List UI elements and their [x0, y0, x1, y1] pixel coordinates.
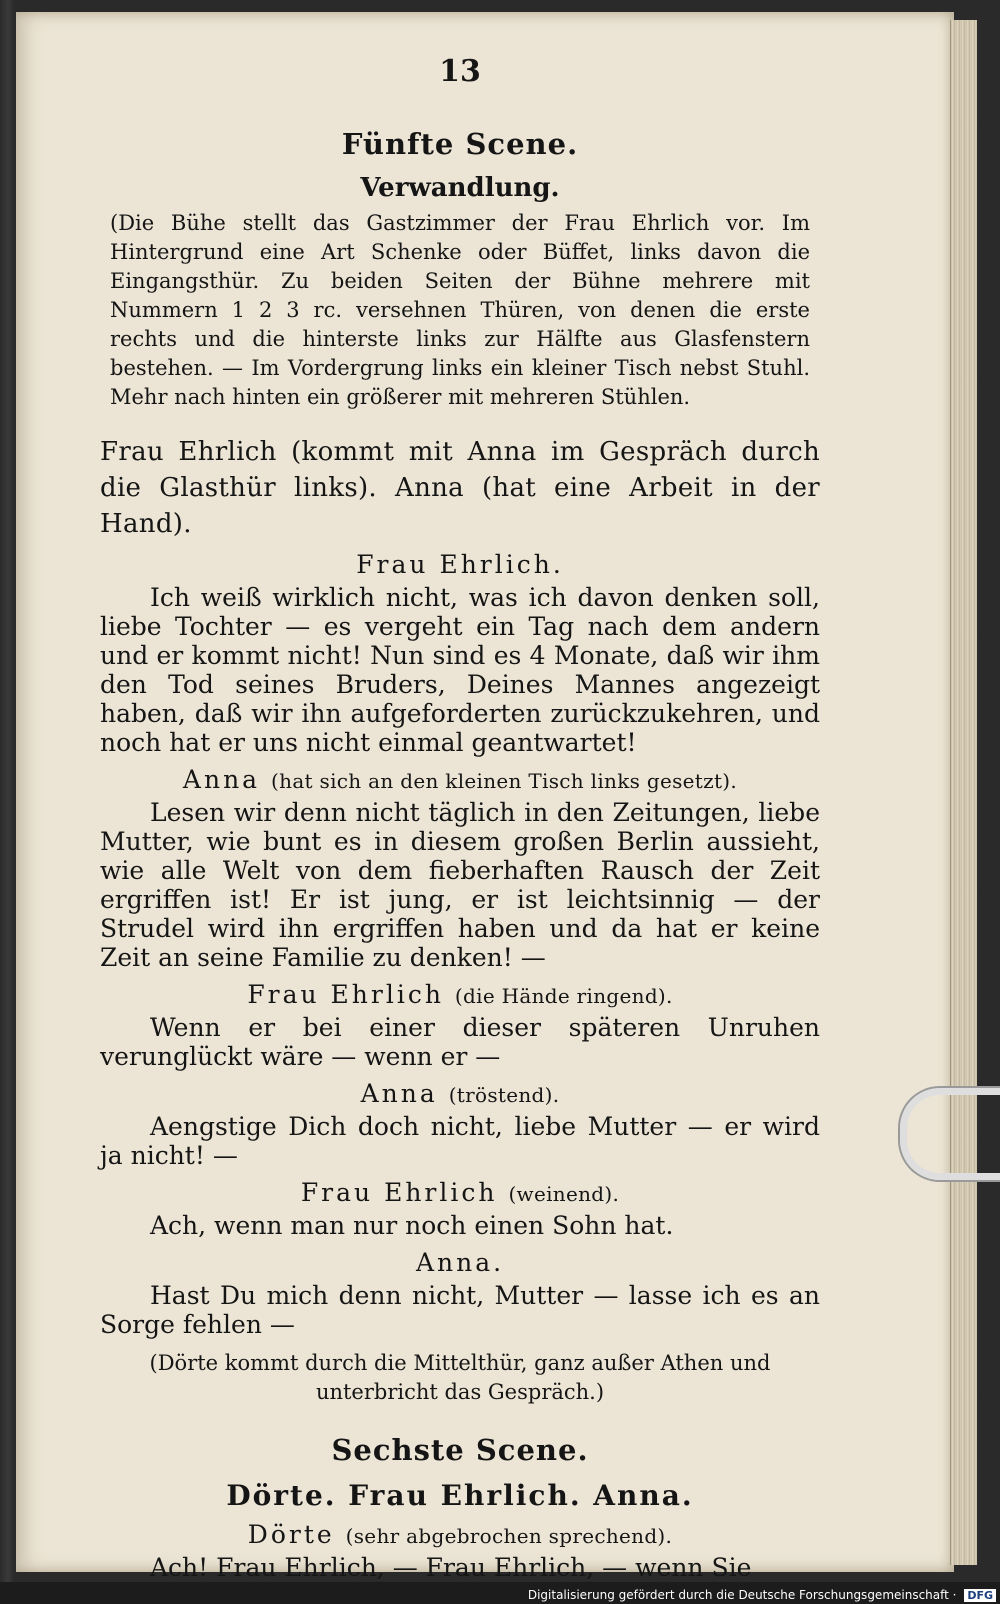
speaker-direction: (sehr abgebrochen sprechend). — [345, 1524, 673, 1548]
speech-text: Hast Du mich denn nicht, Mutter — lasse ich es an Sorge fehlen — — [100, 1281, 820, 1339]
closing-stage-direction: (Dörte kommt durch die Mittelthür, ganz außer Athen und unterbricht das Gespräch.) — [149, 1351, 771, 1404]
speaker-direction: (hat sich an den kleinen Tisch links gesetzt). — [271, 769, 738, 793]
speaker-name: Frau Ehrlich — [247, 980, 444, 1009]
speaker-direction: (die Hände ringend). — [454, 984, 673, 1008]
speech-text: Ach! Frau Ehrlich, — Frau Ehrlich, — wenn Sie — [150, 1553, 752, 1582]
speaker-name: Anna — [360, 1079, 438, 1108]
scene-title: Fünfte Scene. — [341, 127, 579, 161]
dfg-logo: DFG — [964, 1589, 996, 1602]
persons-list: Dörte. Frau Ehrlich. Anna. — [226, 1479, 694, 1512]
page-number: 13 — [439, 54, 481, 89]
speech-text: Lesen wir denn nicht täglich in den Zeitungen, liebe Mutter, wie bunt es in diesem großen Berlin aussieht, wie alle Welt von dem fieberhaften Rausch der Zeit ergriffen ist! Er ist jung, er ist leichtsinnig — der Strudel wird ihn ergriffen haben und da hat er keine Zeit an seine Familie zu denken! — — [100, 798, 820, 972]
speech-text: Ach, wenn man nur noch einen Sohn hat. — [150, 1211, 674, 1240]
speech-text: Ich weiß wirklich nicht, was ich davon denken soll, liebe Tochter — es vergeht ein Tag nach dem andern und er kommt nicht! Nun sind es 4 Monate, daß wir ihm den Tod seines Bruders, Deines Mannes angezeigt haben, daß wir ihn aufgeforderten zurückzukehren, und noch hat er uns nicht einmal geantwartet! — [100, 583, 820, 757]
footer-text: Digitalisierung gefördert durch die Deutsche Forschungsgemeinschaft · — [527, 1588, 957, 1602]
speech-text: Wenn er bei einer dieser späteren Unruhen verunglückt wäre — wenn er — — [100, 1013, 820, 1071]
speech-text: Aengstige Dich doch nicht, liebe Mutter — er wird ja nicht! — — [100, 1112, 820, 1170]
speaker-direction: (weinend). — [508, 1182, 620, 1206]
speaker-name: Frau Ehrlich — [300, 1178, 498, 1207]
entrance-direction: Frau Ehrlich (kommt mit Anna im Gespräch durch die Glasthür links). Anna (hat eine Arbeit in der Hand). — [100, 437, 820, 539]
page-content — [100, 40, 820, 1582]
speaker-name: Anna — [182, 765, 261, 794]
speaker-line — [100, 1248, 820, 1277]
speaker-direction: (tröstend). — [448, 1083, 560, 1107]
scene-subtitle: Verwandlung. — [360, 173, 560, 203]
speaker-line — [100, 1520, 820, 1549]
page-edges — [950, 20, 977, 1565]
speaker-name: Anna. — [415, 1248, 505, 1277]
speaker-line — [100, 765, 820, 794]
speaker-line — [100, 1178, 820, 1207]
page-clip — [900, 1088, 1000, 1180]
speaker-name: Dörte — [247, 1520, 335, 1549]
speaker-line — [100, 1079, 820, 1108]
scene-title: Sechste Scene. — [331, 1433, 589, 1467]
speaker-name: Frau Ehrlich. — [356, 550, 564, 579]
footer-credit — [528, 1588, 996, 1602]
dialogue-block — [100, 550, 820, 1339]
speaker-line — [100, 550, 820, 579]
speaker-line — [100, 980, 820, 1009]
stage-direction: (Die Bühe stellt das Gastzimmer der Frau Ehrlich vor. Im Hintergrund eine Art Schenke oder Büffet, links davon die Eingangsthür. Zu beiden Seiten der Bühne mehrere mit Nummern 1 2 3 rc. versehnen Thüren, von denen die erste rechts und die hinterste links zur Hälfte aus Glasfenstern bestehen. — Im Vordergrung links ein kleiner Tisch nebst Stuhl. Mehr nach hinten ein größerer mit mehreren Stühlen. — [110, 211, 810, 409]
